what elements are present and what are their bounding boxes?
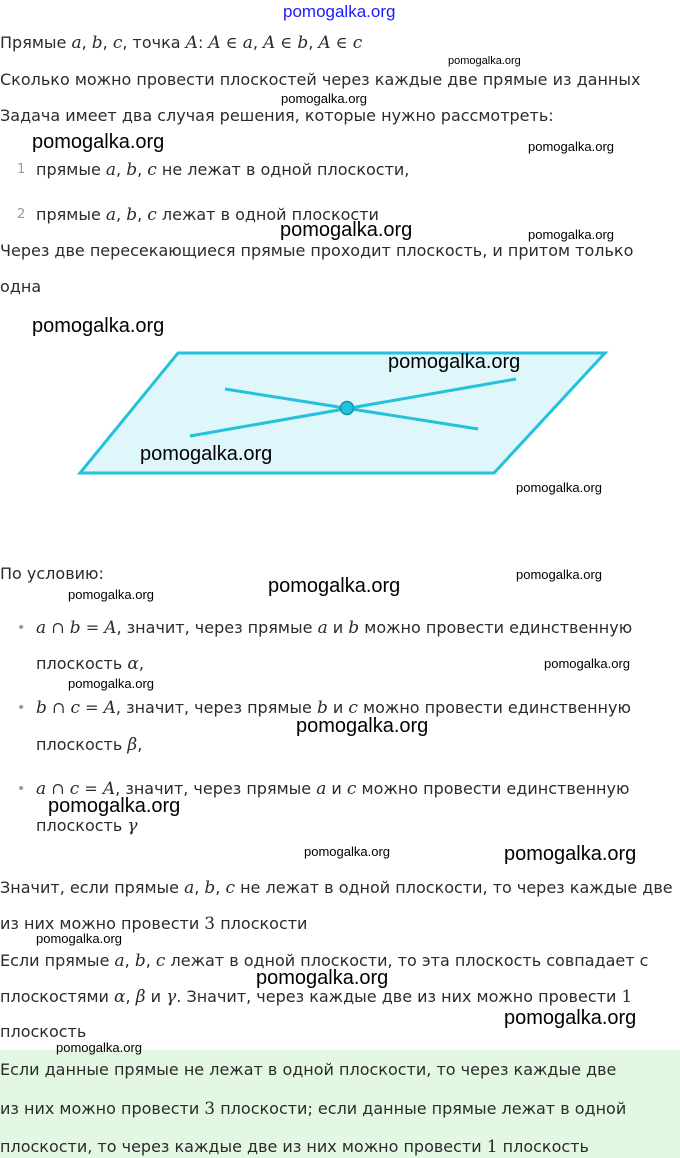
text: Если прямые	[0, 951, 115, 970]
math-var: b	[297, 33, 309, 53]
math-op: ∩	[51, 698, 66, 717]
math-var: b	[134, 951, 146, 971]
text: Прямые	[0, 33, 72, 52]
theorem-line-1: Через две пересекающиеся прямые проходит плоскость, и притом только	[0, 241, 634, 260]
bullet: •	[17, 700, 26, 716]
math-op: =	[85, 698, 99, 717]
math-var: a	[105, 205, 117, 225]
text: можно провести единственную	[359, 618, 633, 637]
math-op: ∈	[280, 33, 293, 52]
bullet: •	[17, 781, 26, 797]
sep: ,	[215, 878, 226, 897]
watermark: pomogalka.org	[32, 315, 165, 337]
plane-figure	[0, 340, 680, 490]
math-var: b	[316, 698, 328, 718]
math-var: β	[135, 987, 146, 1007]
math-var: b	[36, 698, 47, 718]
watermark-top: pomogalka.org	[283, 2, 396, 21]
sep: ,	[125, 987, 136, 1006]
text: , значит, через прямые	[115, 779, 317, 798]
math-var: c	[147, 160, 157, 180]
watermark: pomogalka.org	[504, 1007, 637, 1029]
math-var: a	[317, 618, 328, 638]
conclusion-2-line-2	[0, 987, 632, 1007]
math-var: A	[102, 779, 116, 799]
math-var: b	[69, 618, 81, 638]
answer-line-2	[0, 1099, 626, 1119]
math-var: γ	[127, 816, 138, 836]
math-var: c	[225, 878, 235, 898]
math-var: α	[127, 654, 139, 674]
text: можно провести единственную	[356, 779, 630, 798]
sep: ,	[252, 33, 264, 52]
watermark: pomogalka.org	[516, 567, 602, 582]
text: прямые	[36, 205, 106, 224]
watermark: pomogalka.org	[268, 575, 401, 597]
sep: ,	[116, 160, 127, 179]
text: и	[326, 779, 347, 798]
watermark: pomogalka.org	[544, 656, 630, 671]
intersection-point	[341, 402, 354, 415]
math-op: ∩	[51, 618, 65, 637]
math-var: b	[204, 878, 216, 898]
text: плоскость	[36, 816, 128, 835]
math-var: a	[184, 878, 195, 898]
text: , значит, через прямые	[115, 698, 317, 717]
text: и	[327, 698, 349, 717]
text: плоскостями	[0, 987, 115, 1006]
text: из них можно провести	[0, 914, 205, 933]
text: плоскости	[215, 914, 308, 933]
question-text: Сколько можно провести плоскостей через каждые две прямые из данных	[0, 70, 641, 89]
text: не лежат в одной плоскости,	[156, 160, 410, 179]
theorem-line-2: одна	[0, 277, 42, 296]
math-var: γ	[166, 987, 177, 1007]
watermark: pomogalka.org	[388, 351, 521, 373]
watermark: pomogalka.org	[140, 443, 273, 465]
text: ,	[137, 735, 143, 754]
watermark: pomogalka.org	[48, 795, 181, 817]
case-number: 2	[17, 207, 26, 222]
math-var: b	[126, 205, 138, 225]
text: можно провести единственную	[357, 698, 631, 717]
math-var: A	[104, 618, 117, 638]
math-op: ∈	[225, 33, 238, 52]
math-var: A	[263, 33, 276, 53]
intro-text: Задача имеет два случая решения, которые нужно рассмотреть:	[0, 106, 554, 125]
text: плоскости; если данные прямые лежат в одной	[215, 1099, 627, 1118]
sep: ,	[124, 951, 135, 970]
sep: ,	[137, 205, 148, 224]
watermark: pomogalka.org	[296, 715, 429, 737]
sep: ,	[145, 951, 156, 970]
text: из них можно провести	[0, 1099, 205, 1118]
condition-plane	[36, 735, 142, 755]
case-item	[36, 160, 409, 180]
math-op: ∈	[335, 33, 348, 52]
answer-line-1: Если данные прямые не лежат в одной плоскости, то через каждые две	[0, 1060, 617, 1079]
math-var: b	[348, 618, 360, 638]
math-var: b	[91, 33, 103, 53]
text: плоскость	[36, 735, 128, 754]
text: . Значит, через каждые две из них можно провести	[176, 987, 622, 1006]
math-var: c	[112, 33, 123, 53]
text: не лежат в одной плоскости, то через каждые две	[235, 878, 673, 897]
text: прямые	[36, 160, 106, 179]
math-var: c	[69, 779, 80, 799]
text: лежат в одной плоскости, то эта плоскость совпадает с	[165, 951, 649, 970]
watermark: pomogalka.org	[504, 843, 637, 865]
math-num: 1	[621, 987, 633, 1007]
sep: ,	[102, 33, 113, 52]
math-var: c	[348, 698, 358, 718]
by-condition-label: По условию:	[0, 564, 104, 583]
watermark: pomogalka.org	[280, 219, 413, 241]
math-var: a	[242, 33, 253, 53]
case-number: 1	[17, 162, 26, 177]
sep: ,	[137, 160, 148, 179]
text: и	[145, 987, 167, 1006]
math-var: a	[36, 618, 47, 638]
condition-item	[36, 618, 632, 638]
sep: ,	[116, 205, 127, 224]
math-var: A	[208, 33, 221, 53]
math-num: 3	[204, 1099, 216, 1119]
math-var: c	[70, 698, 81, 718]
sep: ,	[308, 33, 319, 52]
math-var: c	[352, 33, 363, 53]
text: плоскости, то через каждые две из них можно провести	[0, 1137, 487, 1156]
condition-plane	[36, 654, 144, 674]
math-var: c	[346, 779, 357, 799]
text: и	[327, 618, 349, 637]
sep: :	[197, 33, 209, 52]
text: , значит, через прямые	[116, 618, 318, 637]
sep: ,	[194, 878, 205, 897]
watermark: pomogalka.org	[528, 139, 614, 154]
text: ,	[138, 654, 144, 673]
text: Значит, если прямые	[0, 878, 185, 897]
math-op: =	[84, 779, 98, 798]
watermark: pomogalka.org	[68, 676, 154, 691]
math-var: A	[318, 33, 331, 53]
math-var: b	[126, 160, 138, 180]
problem-statement	[0, 33, 362, 53]
conclusion-1-line-1	[0, 878, 673, 898]
answer-box	[0, 1050, 680, 1158]
watermark: pomogalka.org	[68, 587, 154, 602]
math-var: A	[185, 33, 198, 53]
watermark: pomogalka.org	[56, 1040, 142, 1055]
bullet: •	[17, 620, 26, 636]
math-var: a	[36, 779, 47, 799]
watermark: pomogalka.org	[304, 844, 390, 859]
watermark: pomogalka.org	[528, 227, 614, 242]
math-var: β	[127, 735, 138, 755]
watermark: pomogalka.org	[256, 967, 389, 989]
text: плоскость	[36, 654, 128, 673]
watermark: pomogalka.org	[448, 55, 521, 67]
math-var: c	[147, 205, 157, 225]
watermark: pomogalka.org	[36, 931, 122, 946]
condition-plane	[36, 816, 138, 836]
math-var: α	[114, 987, 126, 1007]
math-num: 3	[204, 914, 216, 934]
math-var: a	[114, 951, 125, 971]
math-num: 1	[486, 1137, 498, 1157]
math-var: A	[103, 698, 116, 718]
math-var: a	[316, 779, 327, 799]
text: плоскость	[497, 1137, 589, 1156]
watermark: pomogalka.org	[281, 91, 367, 106]
math-op: ∩	[51, 779, 65, 798]
math-var: a	[71, 33, 82, 53]
watermark: pomogalka.org	[516, 480, 602, 495]
answer-line-3	[0, 1137, 589, 1157]
watermark: pomogalka.org	[32, 131, 165, 153]
text: лежат в одной плоскости	[156, 205, 379, 224]
text: , точка	[122, 33, 186, 52]
math-op: =	[85, 618, 100, 637]
math-var: a	[105, 160, 117, 180]
sep: ,	[81, 33, 92, 52]
conclusion-2-line-3: плоскость	[0, 1022, 87, 1041]
math-var: c	[155, 951, 166, 971]
